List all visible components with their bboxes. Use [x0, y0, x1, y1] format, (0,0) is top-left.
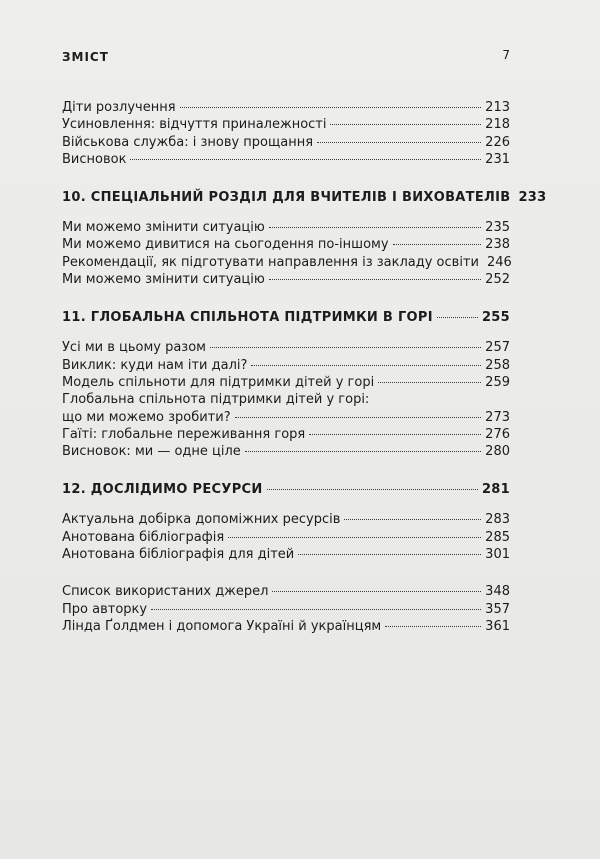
dot-leader	[130, 158, 481, 160]
dot-leader	[344, 518, 481, 520]
toc-entry[interactable]: Список використаних джерел 348	[62, 584, 510, 600]
toc-entry[interactable]: Військова служба: і знову прощання 226	[62, 134, 510, 150]
chapter-heading[interactable]: 10. СПЕЦІАЛЬНИЙ РОЗДІЛ ДЛЯ ВЧИТЕЛІВ І ВИХОВАТЕЛІВ 233	[62, 190, 547, 206]
toc-entry[interactable]: Гаїті: глобальне переживання горя 276	[62, 426, 510, 442]
toc-entry[interactable]: Лінда Ґолдмен і допомога Україні й українцям 361	[62, 618, 510, 634]
toc-chapter-10	[62, 188, 547, 288]
toc-chapter-11	[62, 308, 510, 460]
dot-leader	[298, 553, 481, 555]
dot-leader	[317, 141, 481, 143]
toc-section-intro	[62, 99, 510, 168]
toc-chapter-12	[62, 480, 510, 563]
page-number: 7	[502, 48, 510, 62]
toc-entry[interactable]: Глобальна спільнота підтримки дітей у горі:	[62, 392, 370, 408]
dot-leader	[385, 625, 481, 627]
dot-leader	[251, 364, 481, 366]
dot-leader	[330, 123, 481, 125]
dot-leader	[235, 416, 482, 418]
dot-leader	[180, 106, 482, 108]
toc-entry[interactable]: Діти розлучення 213	[62, 100, 510, 115]
toc-entry[interactable]: Виклик: куди нам іти далі? 258	[62, 357, 510, 373]
toc-entry[interactable]: Рекомендації, як підготувати направлення із закладу освіти 246	[62, 254, 512, 270]
dot-leader	[151, 608, 481, 610]
dot-leader	[309, 433, 481, 435]
toc-entry[interactable]: Модель спільноти для підтримки дітей у горі 259	[62, 374, 510, 390]
toc-entry[interactable]: що ми можемо зробити? 273	[62, 409, 510, 425]
dot-leader	[437, 316, 478, 318]
table-of-contents	[62, 99, 547, 655]
dot-leader	[269, 226, 481, 228]
chapter-heading[interactable]: 12. ДОСЛІДИМО РЕСУРСИ 281	[62, 482, 510, 498]
toc-entry[interactable]: Усі ми в цьому разом 257	[62, 340, 510, 356]
dot-leader	[245, 450, 481, 452]
dot-leader	[272, 590, 481, 592]
toc-entry[interactable]: Ми можемо змінити ситуацію 252	[62, 272, 510, 288]
toc-entry[interactable]: Ми можемо змінити ситуацію 235	[62, 220, 510, 236]
toc-entry[interactable]: Ми можемо дивитися на сьогодення по-іншому 238	[62, 237, 510, 253]
dot-leader	[267, 488, 478, 490]
toc-entry[interactable]: Усиновлення: відчуття приналежності 218	[62, 117, 510, 133]
dot-leader	[269, 278, 481, 280]
toc-entry[interactable]: Про авторку 357	[62, 601, 510, 617]
toc-entry[interactable]: Висновок: ми — одне ціле 280	[62, 444, 510, 460]
dot-leader	[210, 346, 481, 348]
toc-entry[interactable]: Висновок 231	[62, 151, 510, 167]
dot-leader	[228, 536, 481, 538]
dot-leader	[393, 243, 482, 245]
chapter-heading[interactable]: 11. ГЛОБАЛЬНА СПІЛЬНОТА ПІДТРИМКИ В ГОРІ 255	[62, 310, 510, 326]
toc-back-matter	[62, 583, 510, 635]
running-title: ЗМІСТ	[62, 50, 109, 64]
dot-leader	[378, 381, 481, 383]
toc-entry[interactable]: Анотована бібліографія для дітей 301	[62, 547, 510, 563]
toc-entry[interactable]: Актуальна добірка допоміжних ресурсів 283	[62, 512, 510, 528]
toc-entry[interactable]: Анотована бібліографія 285	[62, 529, 510, 545]
